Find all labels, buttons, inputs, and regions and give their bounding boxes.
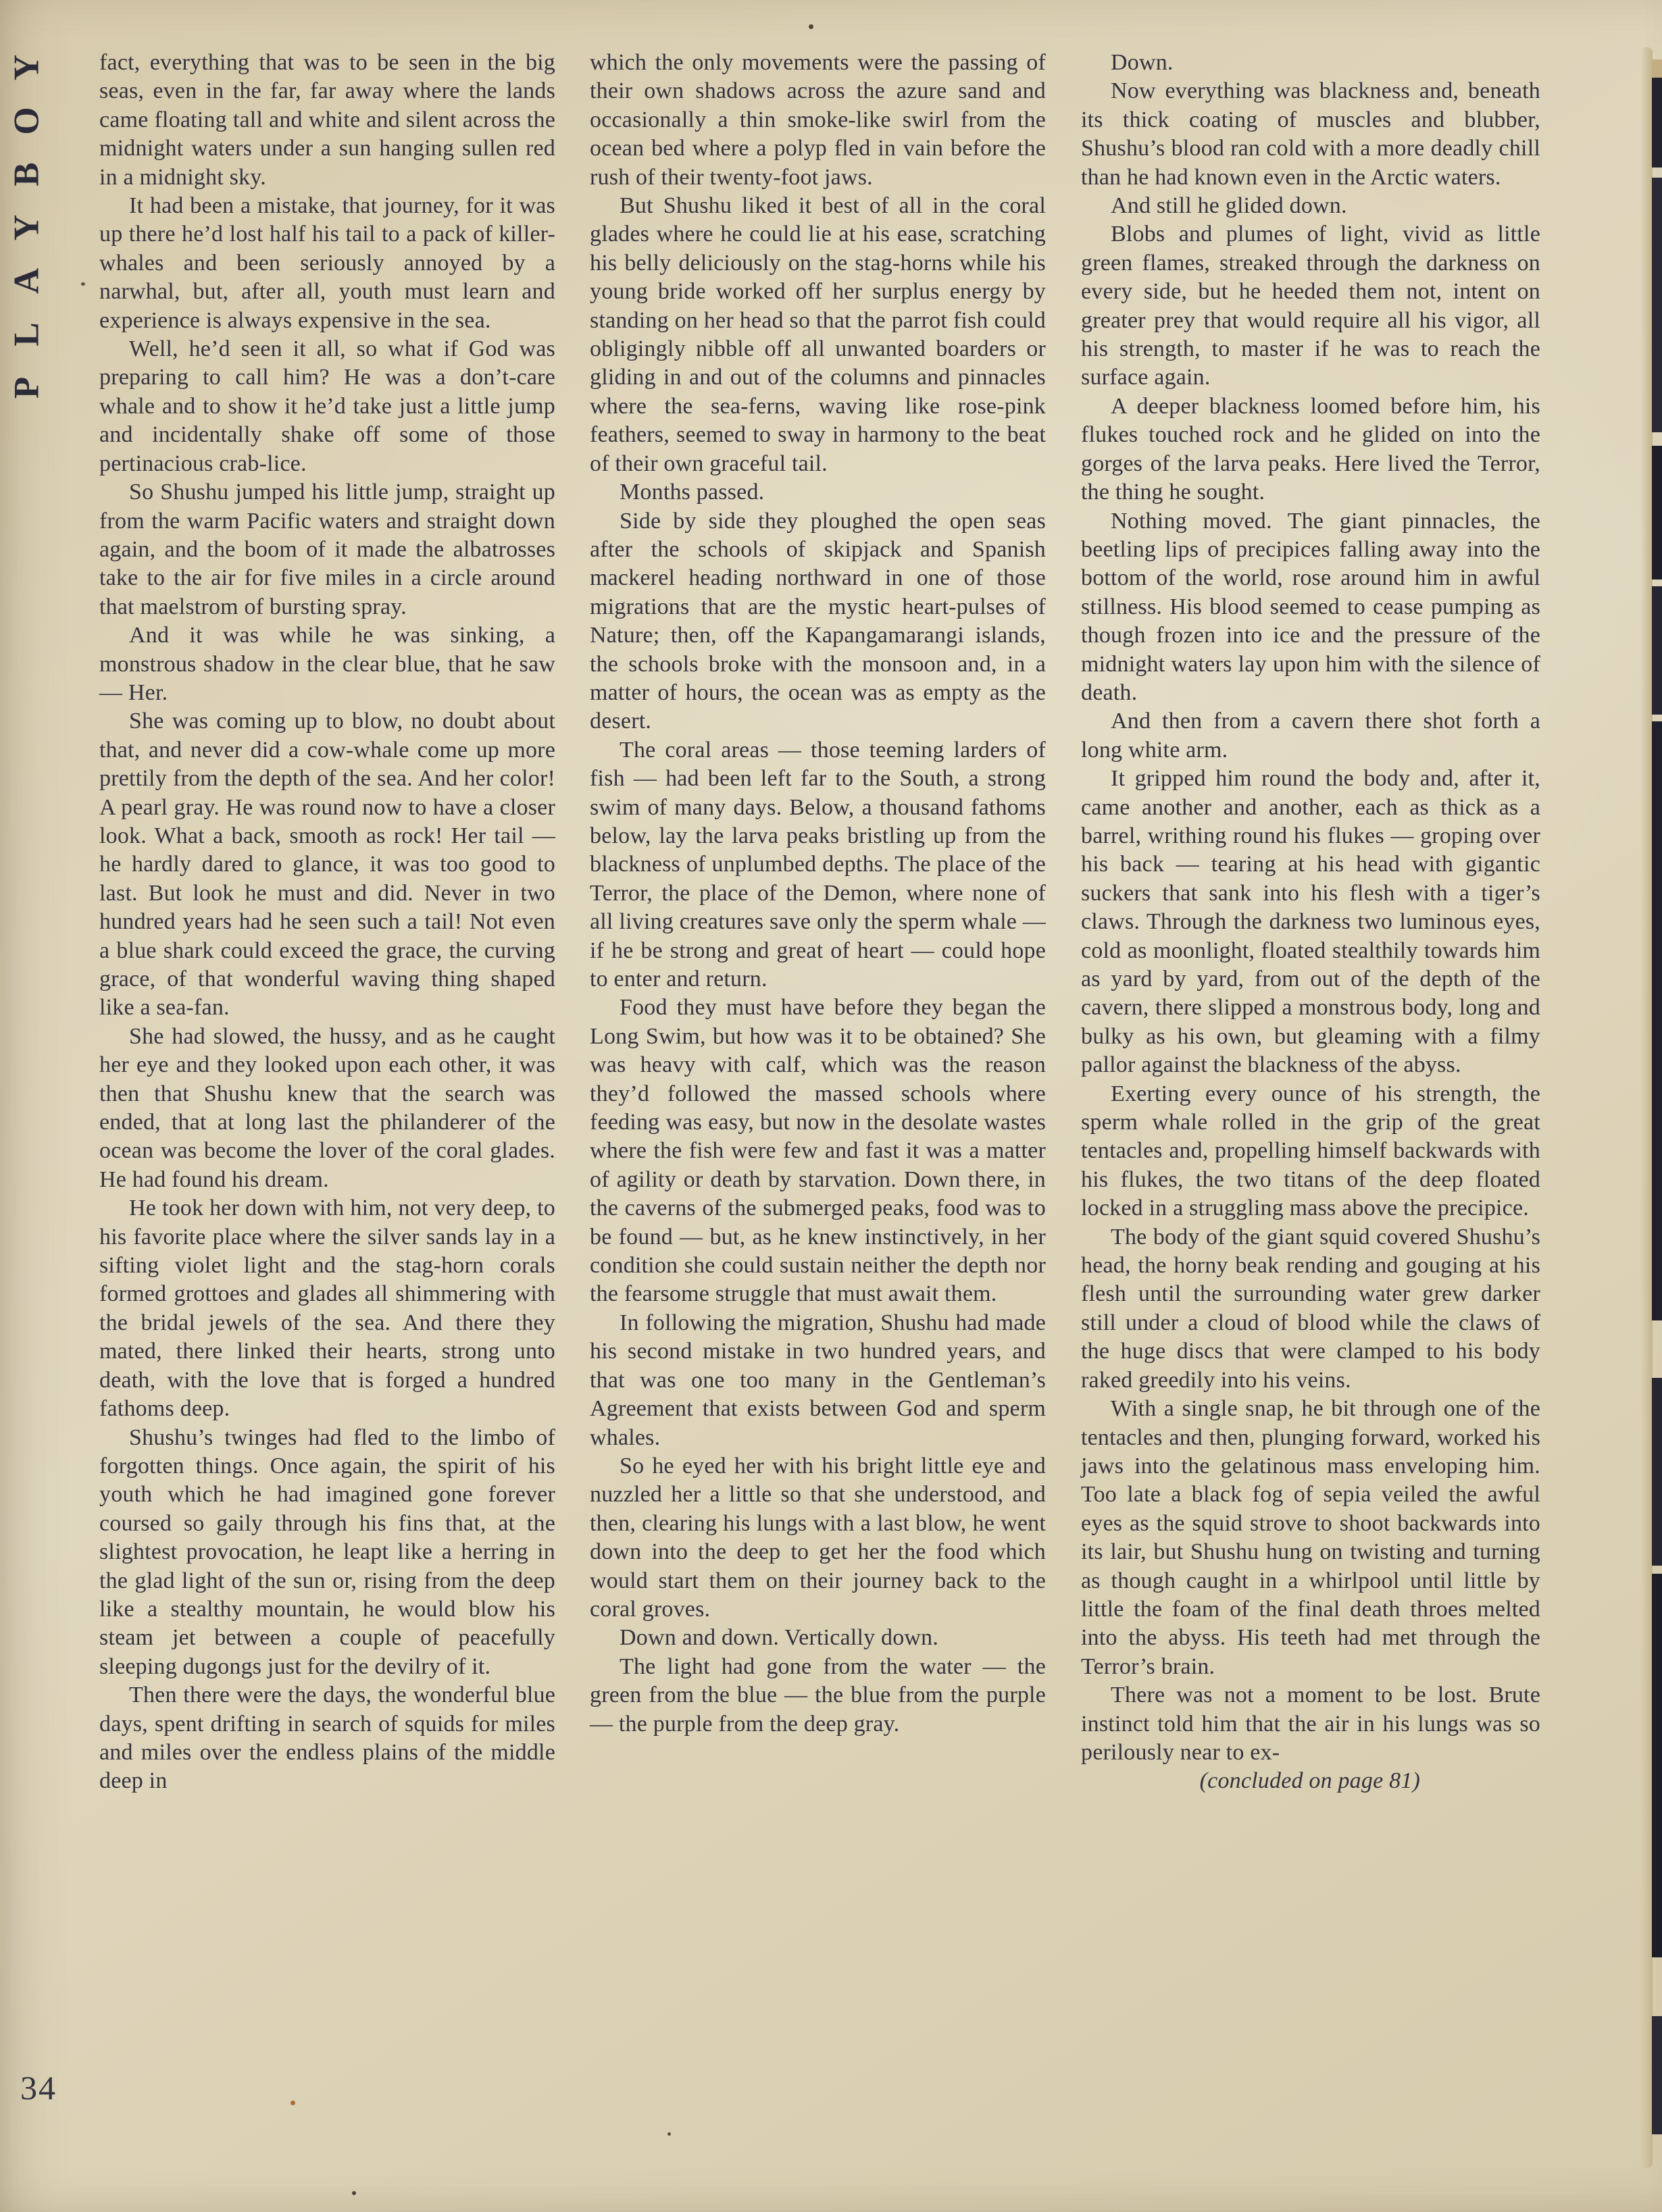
text-column-2 — [590, 49, 1046, 1739]
paragraph: And then from a cavern there shot forth a long white arm. — [1081, 709, 1540, 763]
scan-speck — [291, 2101, 295, 2105]
page-edge-artifact — [1652, 1378, 1662, 1566]
page-edge-artifact — [1652, 721, 1662, 1320]
paragraph: Now everything was blackness and, beneath its thick coating of muscles and blubber, Shushu’s blood ran cold with a more deadly chill than he had known even in the Arctic waters. — [1081, 78, 1540, 190]
spine-letter: A — [7, 267, 47, 294]
paragraph: It gripped him round the body and, after it, came another and another, each as thick as a barrel, writhing round his flukes — groping over his back — tearing at his head with gigantic suckers that sank into his flesh with a tiger’s claws. Through the darkness two luminous eyes, cold as moonlight, floated stealthily towards him as yard by yard, from out of the depth of the cavern, there slipped a monstrous body, long and bulky as his own, but gleaming with a filmy pallor against the blackness of the abyss. — [1081, 766, 1540, 1078]
paragraph: Nothing moved. The giant pinnacles, the beetling lips of precipices falling away into the bottom of the world, rose around him in awful stillness. His blood seemed to cease pumping as though frozen into ice and the pressure of the midnight waters lay upon him with the silence of death. — [1081, 508, 1540, 705]
page-edge-artifact — [1652, 586, 1662, 715]
paragraph: And still he glided down. — [1111, 193, 1347, 219]
paragraph: But Shushu liked it best of all in the coral glades where he could lie at his ease, scratching his belly deliciously on the stag-horns while his young bride worked off her surplus energy by standing on her head so that the parrot fish could obligingly nibble off all unwanted boarders or gliding in and out of the columns and pinnacles where the sea-ferns, waving like rose-pink feathers, seemed to sway in harmony to the beat of their own graceful tail. — [590, 193, 1046, 476]
page-edge-artifact — [1652, 59, 1662, 78]
page-edge-artifact — [1652, 1574, 1662, 1957]
paragraph: She had slowed, the hussy, and as he caught her eye and they looked upon each other, it was then that Shushu knew that the search was ended, that at long last the philanderer of the ocean was become the lover of the coral glades. He had found his dream. — [99, 1023, 555, 1192]
paragraph: The coral areas — those teeming larders of fish — had been left far to the South, a strong swim of many days. Below, a thousand fathoms below, lay the larva peaks bristling up from the blackness of unplumbed depths. The place of the Terror, the place of the Demon, where none of all living creatures save only the sperm whale — if he be strong and great of heart — could hope to enter and return. — [590, 737, 1046, 992]
text-column-3-body — [1081, 49, 1540, 1767]
page-number: 34 — [20, 2069, 57, 2107]
spine-letter: P — [7, 376, 47, 399]
paragraph: Down. — [1111, 50, 1174, 75]
paragraph: With a single snap, he bit through one of the tentacles and then, plunging forward, worked his jaws into the gelatinous mass enveloping him. Too late a black fog of sepia veiled the awful eyes as the squid strove to shoot backwards into its lair, but Shushu hung on twisting and turning as though caught in a whirlpool until little by little the foam of the final death throes melted into the abyss. His teeth had met through the Terror’s brain. — [1081, 1396, 1540, 1679]
paragraph: The body of the giant squid covered Shushu’s head, the horny beak rending and gouging at his flesh until the surrounding water grew darker still under a cloud of blood while the claws of the huge discs that were clamped to his body raked greedily into his veins. — [1081, 1224, 1540, 1393]
paragraph: A deeper blackness loomed before him, his flukes touched rock and he glided on into the gorges of the larva peaks. Here lived the Terror, the thing he sought. — [1081, 393, 1540, 505]
paragraph: Shushu’s twinges had fled to the limbo of forgotten things. Once again, the spirit of his youth which he had imagined gone forever coursed so gaily through his fins that, at the slightest provocation, he leapt like a herring in the glad light of the sun or, rising from the deep like a stealthy mountain, he would blow his steam jet between a couple of peacefully sleeping dugongs just for the devilry of it. — [99, 1424, 555, 1679]
paragraph: Well, he’d seen it all, so what if God was preparing to call him? He was a don’t-care whale and to show it he’d take just a little jump and incidentally shake off some of those pertinacious crab-lice. — [99, 336, 555, 476]
paragraph: It had been a mistake, that journey, for it was up there he’d lost half his tail to a pack of killer-whales and been seriously annoyed by a narwhal, but, after all, youth must learn and experience is always expensive in the sea. — [99, 193, 555, 333]
paragraph: Side by side they ploughed the open seas after the schools of skipjack and Spanish mackerel heading northward in one of those migrations that are the mystic heart-pulses of Nature; then, off the Kapangamarangi islands, the schools broke with the monsoon and, in a matter of hours, the ocean was as empty as the desert. — [590, 508, 1046, 734]
text-column-3 — [1081, 49, 1540, 1796]
paragraph: The light had gone from the water — the green from the blue — the blue from the purple — the purple from the deep gray. — [590, 1653, 1046, 1737]
paragraph: Then there were the days, the wonderful blue days, spent drifting in search of squids for miles and miles over the endless plains of the middle deep in — [99, 1682, 555, 1794]
text-column-1 — [99, 49, 555, 1796]
paragraph: There was not a moment to be lost. Brute instinct told him that the air in his lungs was so perilously near to ex- — [1081, 1682, 1540, 1765]
paragraph: And it was while he was sinking, a monstrous shadow in the clear blue, that he saw — Her. — [99, 623, 555, 705]
paragraph: She was coming up to blow, no doubt about that, and never did a cow-whale come up more prettily from the depth of the sea. And her color! A pearl gray. He was round now to have a closer look. What a back, smooth as rock! Her tail — he hardly dared to glance, it was too good to last. But look he must and did. Never in two hundred years had he seen such a tail! Not even a blue shark could exceed the grace, the curving grace, of that wonderful waving thing shaped like a sea-fan. — [99, 709, 555, 1021]
spine-letter: L — [7, 321, 47, 346]
paragraph: which the only movements were the passing of their own shadows across the azure sand and occasionally a thin smoke-like swirl from the ocean bed where a polyp fled in vain before the rush of their twenty-foot jaws. — [590, 50, 1046, 190]
magazine-spine-title — [7, 41, 54, 414]
paragraph: In following the migration, Shushu had made his second mistake in two hundred years, and that was one too many in the Gentleman’s Agreement that exists between God and sperm whales. — [590, 1310, 1046, 1450]
paragraph: Food they must have before they began the Long Swim, but how was it to be obtained? She was heavy with calf, which was the reason they’d followed the massed schools where feeding was easy, but now in the desolate wastes where the fish were few and fast it was a matter of agility or death by starvation. Down there, in the caverns of the submerged peaks, food was to be found — but, as he knew instinctively, in her condition she could sustain neither the depth nor the fearsome struggle that must await them. — [590, 995, 1046, 1307]
page-edge-artifact — [1652, 78, 1662, 168]
paragraph: fact, everything that was to be seen in the big seas, even in the far, far away where the lands came floating tall and white and silent across the midnight waters under a sun hanging sullen red in a midnight sky. — [99, 50, 555, 190]
page-edge-artifact — [1652, 446, 1662, 580]
torn-page-edge — [1640, 47, 1653, 2168]
spine-letter: Y — [7, 53, 47, 81]
scan-speck — [81, 282, 85, 286]
spine-letter: Y — [7, 213, 47, 241]
paragraph: So he eyed her with his bright little eye and nuzzled her a little so that she understood, and then, clearing his lungs with a last blow, he went down into the deep to get her the food which would start them on their journey back to the coral groves. — [590, 1453, 1046, 1622]
scan-speck — [352, 2191, 356, 2195]
paragraph: So Shushu jumped his little jump, straight up from the warm Pacific waters and straight down again, and the boom of it made the albatrosses take to the air for five miles in a circle around that maelstrom of bursting spray. — [99, 480, 555, 619]
paragraph: Down and down. Vertically down. — [620, 1625, 939, 1651]
continuation-note: (concluded on page 81) — [1199, 1768, 1420, 1794]
scan-speck — [809, 24, 813, 29]
paragraph: Exerting every ounce of his strength, the sperm whale rolled in the grip of the great tentacles and, propelling himself backwards with his flukes, the two titans of the deep floated locked in a struggling mass above the precipice. — [1081, 1081, 1540, 1221]
paragraph: He took her down with him, not very deep, to his favorite place where the silver sands lay in a sifting violet light and the stag-horn corals formed grottoes and glades all shimmering with the bridal jewels of the sea. And there they mated, there linked their hearts, strong unto death, with the love that is forged a hundred fathoms deep. — [99, 1195, 555, 1422]
paragraph: Months passed. — [620, 480, 765, 505]
scan-speck — [668, 2132, 671, 2136]
paragraph: Blobs and plumes of light, vivid as little green flames, streaked through the darkness on every side, but he heeded them not, intent on greater prey that would require all his vigor, all his strength, to master if he was to reach the surface again. — [1081, 222, 1540, 390]
page-edge-artifact — [1652, 178, 1662, 432]
spine-letter: O — [7, 106, 47, 135]
spine-letter: B — [7, 161, 47, 186]
page-edge-artifact — [1652, 2016, 1662, 2134]
